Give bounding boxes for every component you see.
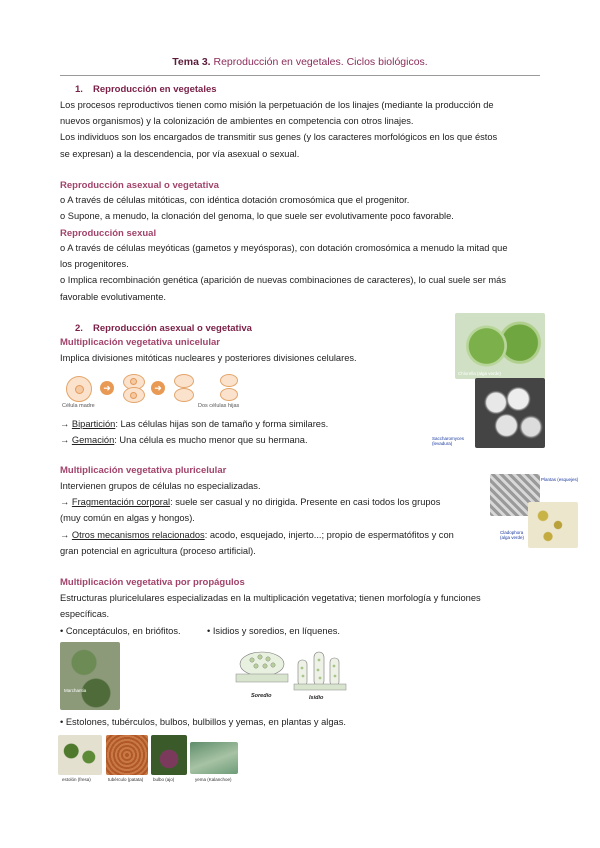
propagule-item-isidios: • Isidios y soredios, en líquenes. [207,626,340,636]
arrow-right-icon: ➜ [151,381,165,395]
cladophora-photo [528,502,578,548]
propagules-heading: Multiplicación vegetativa por propágulos [60,577,245,588]
daughter-cell [174,388,194,402]
unicellular-heading: Multiplicación vegetativa unicelular [60,337,220,348]
isidio-label: Isidio [309,695,324,701]
fragmentation-caption: Plantas (esquejes) [541,477,579,482]
cladophora-caption: Cladophora (alga verde) [500,530,525,540]
propagule-item-estolones: • Estolones, tubérculos, bulbos, bulbillos y yemas, en plantas y algas. [60,717,346,727]
moss-caption: Marchantia [64,688,87,693]
cell-division-diagram [60,372,250,412]
pluricellular-heading: Multiplicación vegetativa pluricelular [60,465,227,476]
yeast-caption: Saccharomyces (levadura) [432,436,465,446]
bulb-photo [151,735,187,775]
daughter-cell [220,388,238,401]
section-2-heading: 2. Reproducción asexual o vegetativa [75,323,252,334]
unicellular-types: → Bipartición: Las células hijas son de tamaño y forma similares. → Gemación: Una célula es mucho menor que su hermana. [60,419,329,446]
nucleus [130,392,137,399]
pluricellular-text: Intervienen grupos de células no especializadas. → Fragmentación corporal: suele ser casual y no dirigida. Presente en casi todos los grupos (muy común en algas y hongos). → Otros mecanismos relacionados: acodo, esquejado, injerto...; propio de espermatófitos y con gran potencial en agricultura (proceso artificial). [60,481,454,556]
mother-cell-label: Célula madre [62,403,95,409]
arrow-right-icon: ➜ [100,381,114,395]
title-divider [60,75,540,76]
tuber-caption: tubérculo (patata) [108,777,144,782]
soredio-diagram [232,644,292,692]
moss-photo [60,642,120,710]
bud-caption: yema (Kalanchoe) [195,777,232,782]
daughter-cell [220,374,238,387]
section-1-paragraph: Los procesos reproductivos tienen como misión la perpetuación de los linajes (mediante la producción de nuevos organismos) y la colonización de ambientes en competencia con otros linajes. Los individuos son los encargados de transmitir sus genes (y los caracteres morfológicos en los que éstos se expresan) a la descendencia, por vía asexual o sexual. [60,100,498,159]
isidio-diagram [292,648,348,694]
daughter-cell [174,374,194,388]
unicellular-text: Implica divisiones mitóticas nucleares y posteriores divisiones celulares. [60,353,357,363]
chlorella-caption: Chlorella (alga verde) [458,371,502,376]
yeast-photo [475,378,545,448]
sexual-heading: Reproducción sexual [60,228,157,239]
soredio-label: Soredio [251,693,272,699]
stolon-caption: estolón (fresa) [62,777,91,782]
daughter-cells-label: Dos células hijas [198,403,240,409]
stolon-photo [58,735,102,775]
propagule-item-conceptaculos: • Conceptáculos, en briófitos. [60,626,181,636]
asexual-list: o A través de células mitóticas, con idéntica dotación cromosómica que el progenitor. o Supone, a menudo, la clonación del genoma, lo que suele ser evolutivamente poco favorable. [60,195,454,222]
nucleus [130,378,137,385]
asexual-heading: Reproducción asexual o vegetativa [60,180,219,191]
bulb-caption: bulbo (ajo) [153,777,175,782]
chlorella-photo [455,313,545,379]
nucleus [75,385,84,394]
tuber-photo [106,735,148,775]
section-1-heading: 1. Reproducción en vegetales [75,84,217,95]
propagules-text: Estructuras pluricelulares especializadas en la multiplicación vegetativa; tienen morfología y funciones específicas. [60,593,481,620]
page-title: Tema 3. Reproducción en vegetales. Ciclos biológicos. [172,56,428,68]
sexual-list: o A través de células meyóticas (gametos y meyósporas), con dotación cromosómica a menudo la mitad que los progenitores. o Implica recombinación genética (aparición de nuevas combinaciones de caracteres), lo cual suele ser más favorable evolutivamente. [60,243,508,302]
bud-photo [190,742,238,774]
